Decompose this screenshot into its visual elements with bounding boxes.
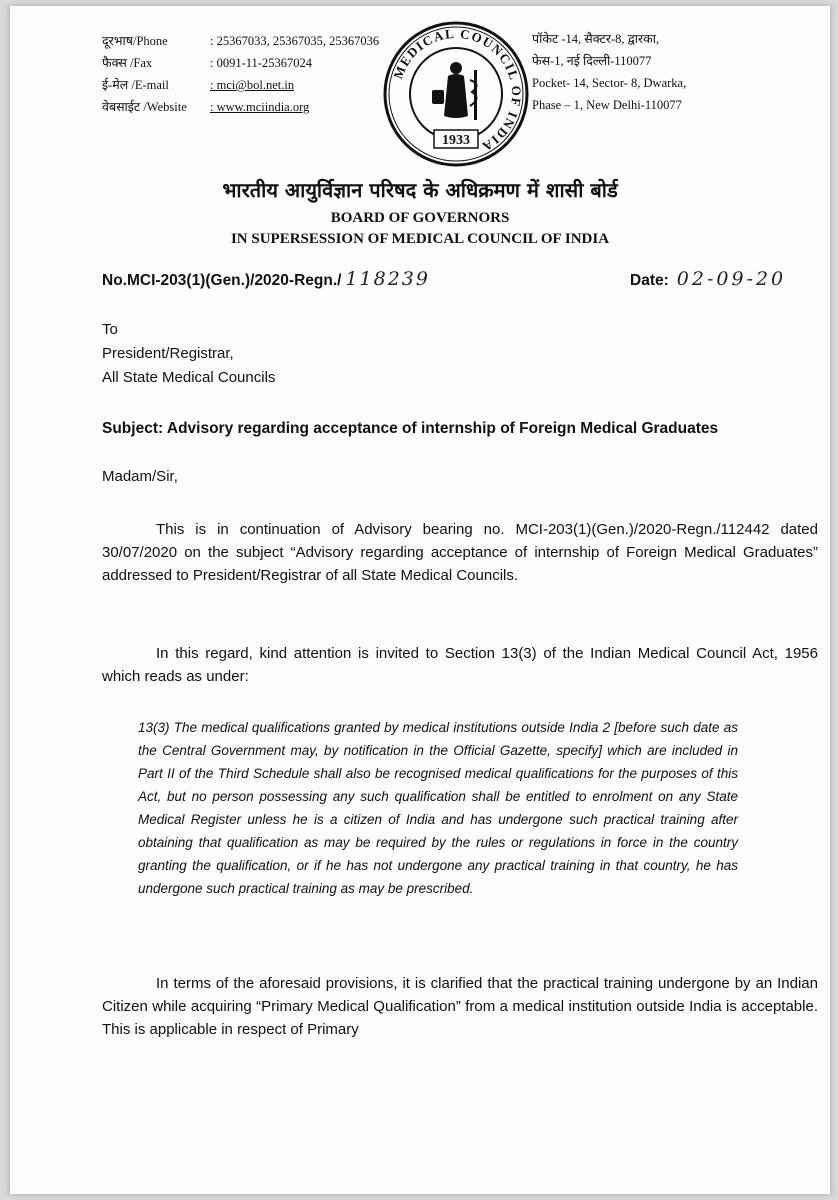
recipient-line1: President/Registrar, bbox=[102, 345, 234, 362]
hindi-title: भारतीय आयुर्विज्ञान परिषद के अधिक्रमण में शासी बोर्ड bbox=[222, 178, 618, 202]
english-title-line2: IN SUPERSESSION OF MEDICAL COUNCIL OF INDIA bbox=[230, 231, 610, 247]
quoted-section-13-3: 13(3) The medical qualifications granted by medical institutions outside India 2 [before such date as the Central Government may, by notification in the Official Gazette, specify] which are included in Part II of the Third Schedule shall also be recognised medical qualifications for the purposes of this Act, but no person possessing any such qualification shall be entitled to enrolment on any State Medical Register unless he is a citizen of India and has undergone such practical training after obtaining that qualification as may be required by the rules or regulations in force in the country granting the qualification, or if he has not undergone any practical training in that country, he has undergone such practical training as may be prescribed. bbox=[138, 720, 738, 896]
contact-details bbox=[102, 30, 379, 118]
salutation: Madam/Sir, bbox=[102, 468, 178, 485]
seal-year: 1933 bbox=[442, 133, 470, 148]
address-line: फेस-1, नई दिल्ली-110077 bbox=[532, 54, 652, 68]
email-label: ई-मेल /E-mail bbox=[102, 78, 169, 92]
reference-label: No.MCI-203(1)(Gen.)/2020-Regn./ bbox=[102, 272, 342, 289]
contact-email bbox=[102, 74, 379, 96]
body-paragraph-3: In terms of the aforesaid provisions, it is clarified that the practical training undergone by an Indian Citizen while acquiring “Primary Medical Qualification” from a medical institution outside India is acceptable. This is applicable in respect of Primary bbox=[102, 975, 818, 1038]
contact-fax bbox=[102, 52, 379, 74]
subject-line: Subject: Advisory regarding acceptance of internship of Foreign Medical Graduates bbox=[102, 420, 719, 437]
letter-date bbox=[630, 268, 786, 290]
english-title bbox=[10, 208, 830, 250]
phone-value: : 25367033, 25367035, 25367036 bbox=[210, 34, 380, 48]
address-line: Phase – 1, New Delhi-110077 bbox=[532, 98, 682, 112]
english-title-line1: BOARD OF GOVERNORS bbox=[330, 210, 510, 226]
contact-website bbox=[102, 96, 379, 118]
recipient-line2: All State Medical Councils bbox=[102, 369, 276, 386]
reference-handwritten: 118239 bbox=[345, 268, 430, 290]
email-link[interactable]: : mci@bol.net.in bbox=[210, 78, 295, 92]
address-line: पॉकेट -14, सैक्टर-8, द्वारका, bbox=[532, 32, 660, 46]
seal-ring-text: MEDICAL COUNCIL OF INDIA bbox=[390, 25, 525, 156]
fax-value: : 0091-11-25367024 bbox=[210, 56, 312, 70]
mci-seal-logo bbox=[382, 20, 530, 168]
address-block bbox=[532, 28, 686, 116]
date-handwritten: 02-09-20 bbox=[676, 268, 787, 290]
fax-label: फैक्स /Fax bbox=[102, 56, 153, 70]
contact-phone bbox=[102, 30, 379, 52]
phone-label: दूरभाष/Phone bbox=[102, 34, 168, 48]
letter-page bbox=[10, 6, 830, 1194]
body-paragraph-2: In this regard, kind attention is invited to Section 13(3) of the Indian Medical Council Act, 1956 which reads as under: bbox=[102, 645, 818, 685]
address-line: Pocket- 14, Sector- 8, Dwarka, bbox=[532, 76, 687, 90]
date-label: Date: bbox=[630, 272, 669, 289]
body-paragraph-1: This is in continuation of Advisory bearing no. MCI-203(1)(Gen.)/2020-Regn./112442 dated 30/07/2020 on the subject “Advisory regarding acceptance of internship of Foreign Medical Graduates” addressed to President/Registrar of all State Medical Councils. bbox=[102, 521, 818, 584]
seal-figure-icon bbox=[432, 62, 477, 120]
reference-number bbox=[102, 268, 430, 290]
website-link[interactable]: : www.mciindia.org bbox=[210, 100, 310, 114]
website-label: वेबसाईट /Website bbox=[102, 100, 187, 114]
recipient-to: To bbox=[102, 321, 118, 338]
recipient-block bbox=[102, 318, 275, 390]
